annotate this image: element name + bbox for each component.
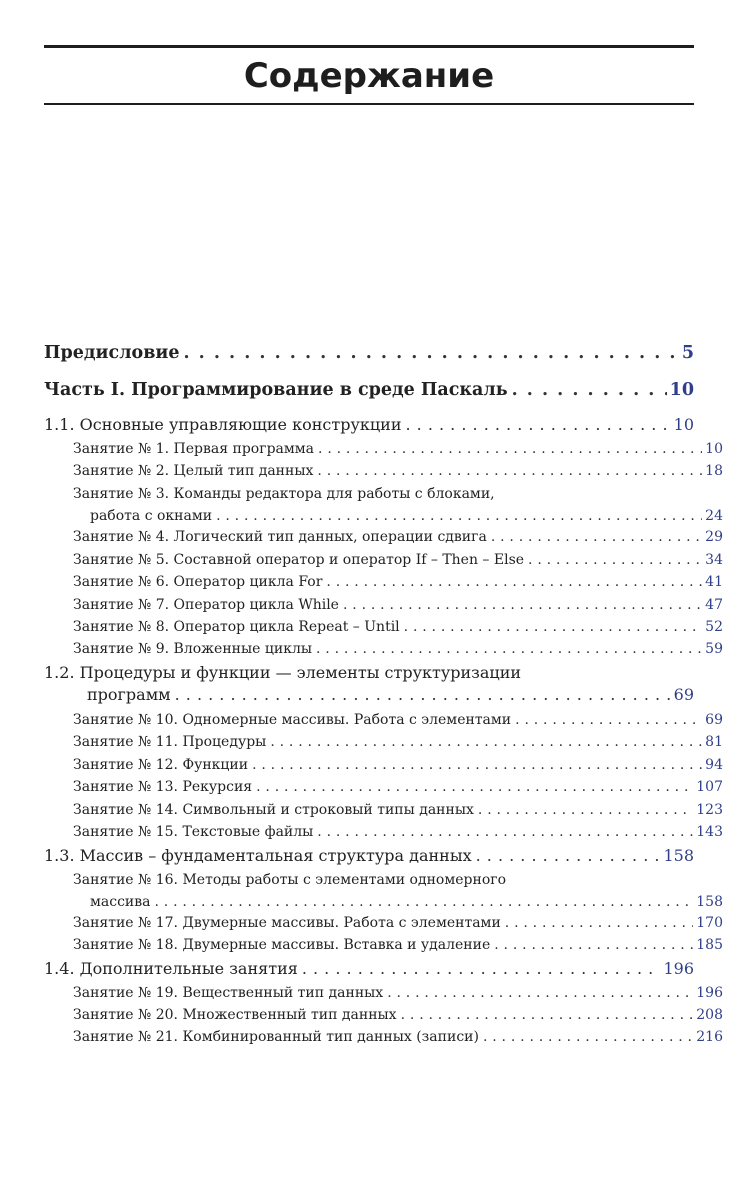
toc-page-number: 29	[705, 529, 723, 545]
dot-leader	[515, 709, 702, 731]
dot-leader	[491, 526, 702, 548]
toc-page-number: 10	[669, 380, 694, 400]
toc-lesson-7[interactable]	[44, 594, 723, 616]
toc-entry-title: Занятие № 12. Функции	[73, 757, 249, 773]
toc-lesson-10[interactable]	[44, 709, 723, 731]
toc-page-number: 94	[705, 757, 723, 773]
toc-page-number: 10	[705, 441, 723, 457]
dot-leader	[270, 731, 702, 753]
dot-leader	[316, 638, 702, 660]
toc-entry-title: Занятие № 21. Комбинированный тип данных (записи)	[73, 1029, 479, 1045]
toc-lesson-13[interactable]	[44, 776, 723, 798]
toc-entry-preface[interactable]	[44, 341, 694, 365]
toc-entry-title: Занятие № 2. Целый тип данных	[73, 463, 314, 479]
toc-lesson-9[interactable]	[44, 638, 723, 660]
toc-page-number: 10	[673, 415, 694, 434]
toc-page-number: 69	[705, 712, 723, 728]
toc-entry-title: Занятие № 6. Оператор цикла For	[73, 574, 323, 590]
dot-leader	[154, 891, 693, 913]
toc-page-number: 196	[663, 959, 694, 978]
dot-leader	[175, 684, 671, 706]
toc-entry-title: Занятие № 11. Процедуры	[73, 734, 267, 750]
toc-entry-title: 1.1. Основные управляющие конструкции	[44, 415, 402, 434]
toc-page-number: 47	[705, 597, 723, 613]
toc-entry-title: Часть I. Программирование в среде Паскаль	[44, 380, 508, 400]
toc-lesson-19[interactable]	[44, 982, 723, 1004]
toc-lesson-1[interactable]	[44, 438, 723, 460]
toc-page-number: 81	[705, 734, 723, 750]
toc-lesson-14[interactable]	[44, 799, 723, 821]
toc-lesson-8[interactable]	[44, 616, 723, 638]
dot-leader	[317, 460, 702, 482]
toc-entry-title: Занятие № 3. Команды редактора для работы с блоками,	[73, 486, 495, 502]
toc-page-number: 5	[681, 343, 694, 363]
toc-entry-title: Занятие № 1. Первая программа	[73, 441, 315, 457]
page-title: Содержание	[243, 56, 495, 96]
dot-leader	[476, 845, 661, 867]
toc-page-number: 158	[696, 894, 723, 910]
toc-section-1-2[interactable]	[44, 662, 694, 706]
toc-entry-title: Занятие № 19. Вещественный тип данных	[73, 985, 384, 1001]
dot-leader	[528, 549, 702, 571]
toc-lesson-3[interactable]	[44, 483, 723, 527]
dot-leader	[317, 821, 693, 843]
toc-entry-title: Занятие № 5. Составной оператор и оператор If – Then – Else	[73, 552, 525, 568]
toc-entry-title: Занятие № 7. Оператор цикла While	[73, 597, 339, 613]
toc-lesson-21[interactable]	[44, 1026, 723, 1048]
toc-entry-title: Занятие № 9. Вложенные циклы	[73, 641, 312, 657]
toc-entry-title: 1.3. Массив – фундаментальная структура данных	[44, 846, 472, 865]
toc-section-1-3[interactable]	[44, 845, 694, 867]
toc-entry-title: Занятие № 4. Логический тип данных, операции сдвига	[73, 529, 487, 545]
dot-leader	[494, 934, 693, 956]
toc-entry-title: Предисловие	[44, 343, 180, 363]
dot-leader	[302, 958, 661, 980]
dot-leader	[326, 571, 702, 593]
dot-leader	[401, 1004, 694, 1026]
toc-lesson-18[interactable]	[44, 934, 723, 956]
dot-leader	[405, 414, 670, 436]
toc-entry-title: Занятие № 16. Методы работы с элементами одномерного	[73, 872, 507, 888]
toc-entry-title: Занятие № 20. Множественный тип данных	[73, 1007, 397, 1023]
toc-page-number: 59	[705, 641, 723, 657]
toc-page-number: 158	[663, 846, 694, 865]
dot-leader	[483, 1026, 693, 1048]
toc-page-number: 34	[705, 552, 723, 568]
toc-section-1-4[interactable]	[44, 958, 694, 980]
toc-entry-title: Занятие № 13. Рекурсия	[73, 779, 253, 795]
toc-entry-title: Занятие № 17. Двумерные массивы. Работа с элементами	[73, 915, 501, 931]
dot-leader	[505, 912, 693, 934]
dot-leader	[183, 341, 678, 365]
toc-page-number: 24	[705, 508, 723, 524]
toc-entry-title: 1.4. Дополнительные занятия	[44, 959, 298, 978]
toc-lesson-20[interactable]	[44, 1004, 723, 1026]
toc-page-number: 41	[705, 574, 723, 590]
toc-entry-title: Занятие № 10. Одномерные массивы. Работа с элементами	[73, 712, 512, 728]
dot-leader	[216, 505, 702, 527]
toc-entry-title: 1.2. Процедуры и функции — элементы структуризации	[44, 663, 522, 682]
toc-lesson-15[interactable]	[44, 821, 723, 843]
toc-lesson-12[interactable]	[44, 754, 723, 776]
toc-page-number: 107	[696, 779, 723, 795]
toc-entry-title: Занятие № 14. Символьный и строковый типы данных	[73, 802, 474, 818]
toc-page-number: 123	[696, 802, 723, 818]
toc-entry-title-continued: массива	[90, 894, 151, 910]
dot-leader	[387, 982, 693, 1004]
toc-page-number: 208	[696, 1007, 723, 1023]
toc-page-number: 216	[696, 1029, 723, 1045]
toc-lesson-4[interactable]	[44, 526, 723, 548]
toc-lesson-11[interactable]	[44, 731, 723, 753]
dot-leader	[343, 594, 702, 616]
toc-entry-title: Занятие № 8. Оператор цикла Repeat – Until	[73, 619, 400, 635]
toc-entry-title: Занятие № 18. Двумерные массивы. Вставка и удаление	[73, 937, 491, 953]
toc-lesson-2[interactable]	[44, 460, 723, 482]
toc-page-number: 52	[705, 619, 723, 635]
dot-leader	[256, 776, 693, 798]
toc-page-number: 69	[673, 685, 694, 704]
toc-entry-part-1[interactable]	[44, 378, 694, 402]
toc-lesson-16[interactable]	[44, 869, 723, 913]
toc-entry-title-continued: работа с окнами	[90, 508, 213, 524]
toc-lesson-17[interactable]	[44, 912, 723, 934]
toc-lesson-5[interactable]	[44, 549, 723, 571]
toc-page-number: 143	[696, 824, 723, 840]
toc-entry-title: Занятие № 15. Текстовые файлы	[73, 824, 314, 840]
dot-leader	[512, 378, 667, 402]
dot-leader	[404, 616, 703, 638]
toc-entry-title-continued: программ	[87, 685, 171, 704]
dot-leader	[478, 799, 693, 821]
title-rule-bottom	[44, 103, 694, 105]
toc-page-number: 185	[696, 937, 723, 953]
toc-page-number: 18	[705, 463, 723, 479]
toc-section-1-1[interactable]	[44, 414, 694, 436]
dot-leader	[252, 754, 702, 776]
title-rule-top	[44, 45, 694, 48]
toc-lesson-6[interactable]	[44, 571, 723, 593]
toc-page-number: 196	[696, 985, 723, 1001]
dot-leader	[318, 438, 702, 460]
toc-page-number: 170	[696, 915, 723, 931]
